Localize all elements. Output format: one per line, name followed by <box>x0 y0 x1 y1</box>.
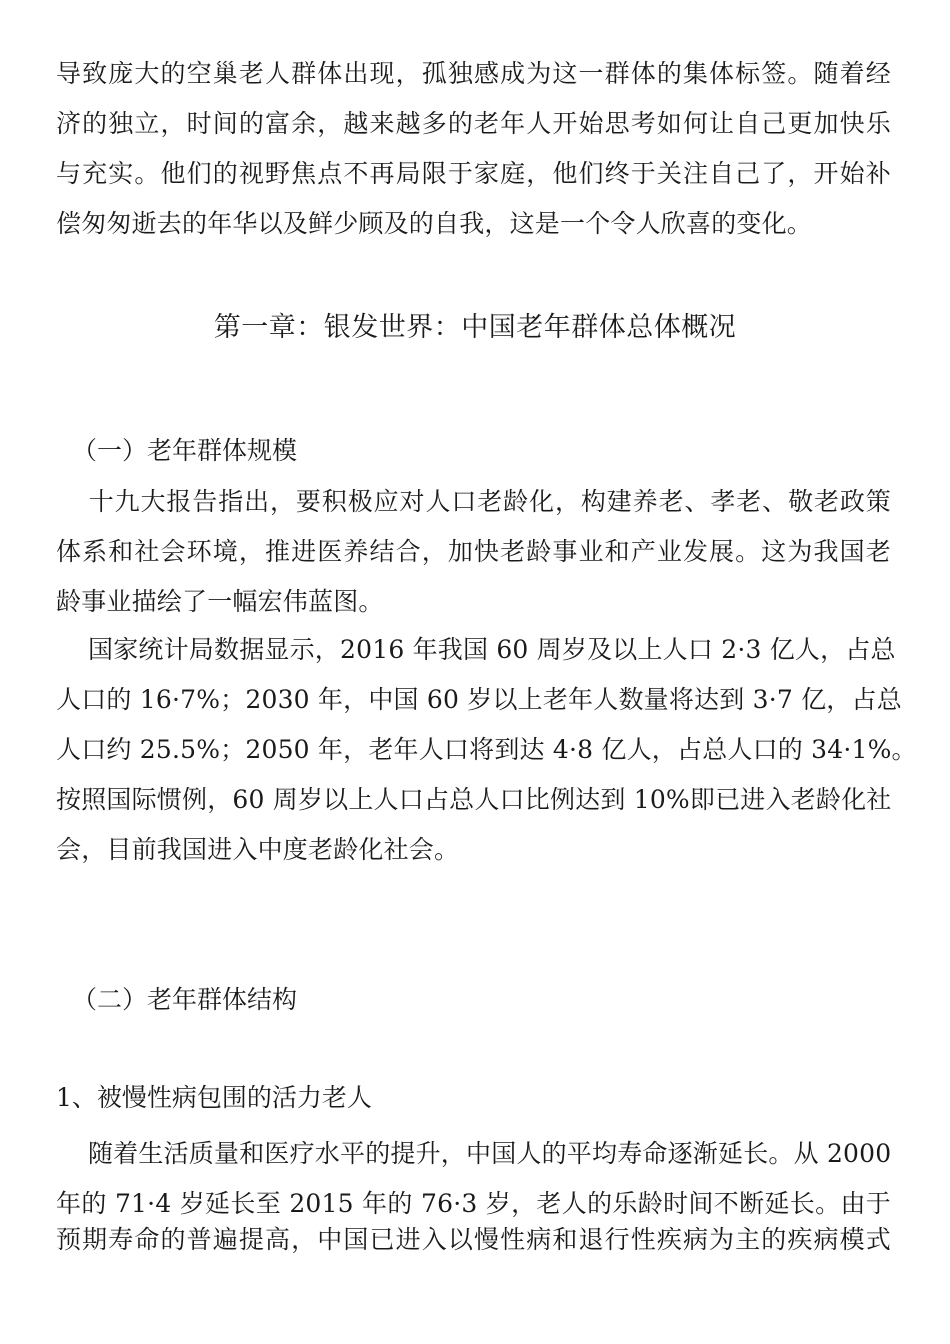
section1-para2-line-3: 人口约 25.5%；2050 年，老年人口将到达 4·8 亿人，占总人口的 34·1%。 <box>56 735 917 764</box>
intro-line-3: 与充实。他们的视野焦点不再局限于家庭，他们终于关注自己了，开始补 <box>56 159 891 188</box>
chapter-title: 第一章：银发世界：中国老年群体总体概况 <box>213 312 737 343</box>
section-heading-structure: （二）老年群体结构 <box>72 985 298 1014</box>
section-heading-scale: （一）老年群体规模 <box>72 436 298 465</box>
intro-line-1: 导致庞大的空巢老人群体出现，孤独感成为这一群体的集体标签。随着经 <box>56 59 891 88</box>
subsection-para-line-1-text: 随着生活质量和医疗水平的提升，中国人的平均寿命逐渐延长。从 2000 <box>88 1139 892 1168</box>
section1-para2-line-4: 按照国际惯例，60 周岁以上人口占总人口比例达到 10%即已进入老龄化社 <box>56 785 892 814</box>
intro-line-4: 偿匆匆逝去的年华以及鲜少顾及的自我，这是一个令人欣喜的变化。 <box>56 209 813 238</box>
subsection-para-line-1 <box>56 1138 891 1170</box>
section1-para2-line-1 <box>56 634 896 666</box>
subsection-para-line-3: 预期寿命的普遍提高，中国已进入以慢性病和退行性疾病为主的疾病模式 <box>56 1225 891 1254</box>
section1-para1-line-3: 龄事业描绘了一幅宏伟蓝图。 <box>56 587 384 616</box>
subsection-para-line-2: 年的 71·4 岁延长至 2015 年的 76·3 岁，老人的乐龄时间不断延长。由于 <box>56 1189 891 1218</box>
section1-para1-line-1-text: 十九大报告指出，要积极应对人口老龄化，构建养老、孝老、敬老政策 <box>88 487 891 516</box>
section1-para1-line-1 <box>56 486 891 518</box>
section1-para2-line-5: 会，目前我国进入中度老龄化社会。 <box>56 835 460 864</box>
section1-para2-line-1-text: 国家统计局数据显示，2016 年我国 60 周岁及以上人口 2·3 亿人，占总 <box>88 635 896 664</box>
section1-para2-line-2: 人口的 16·7%；2030 年，中国 60 岁以上老年人数量将达到 3·7 亿，占总 <box>56 685 902 714</box>
intro-line-2: 济的独立，时间的富余，越来越多的老年人开始思考如何让自己更加快乐 <box>56 109 891 138</box>
section1-para1-line-2: 体系和社会环境，推进医养结合，加快老龄事业和产业发展。这为我国老 <box>56 537 891 566</box>
subsection-heading-chronic-disease: 1、被慢性病包围的活力老人 <box>56 1083 372 1112</box>
